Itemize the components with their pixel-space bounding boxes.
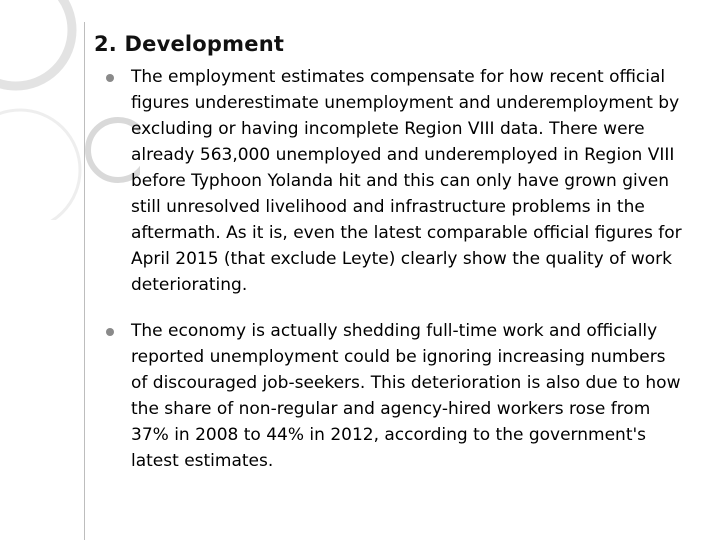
bullet-item-2 xyxy=(106,318,686,474)
bullet-dot-icon xyxy=(106,328,114,336)
bullet-dot-icon xyxy=(106,74,114,82)
decorative-large-ring xyxy=(0,0,72,86)
slide-title: 2. Development xyxy=(94,32,285,56)
bullet-text-1: The employment estimates compensate for how recent official figures underestimate unemployment and underemployment by excluding or having incomplete Region VIII data. There were already 563,000 unemployed and underemployed in Region VIII before Typhoon Yolanda hit and this can only have grown given still unresolved livelihood and infrastructure problems in the aftermath. As it is, even the latest comparable official figures for April 2015 (that exclude Leyte) clearly show the quality of work deteriorating. xyxy=(131,67,682,295)
slide-divider-line xyxy=(84,22,85,540)
bullet-text-2: The economy is actually shedding full-time work and officially reported unemployment could be ignoring increasing numbers of discouraged job-seekers. This deterioration is also due to how the share of non-regular and agency-hired workers rose from 37% in 2008 to 44% in 2012, according to the government's latest estimates. xyxy=(131,321,681,471)
bullet-list xyxy=(106,64,686,474)
decorative-faint-ring xyxy=(0,110,80,220)
bullet-item-1 xyxy=(106,64,686,298)
